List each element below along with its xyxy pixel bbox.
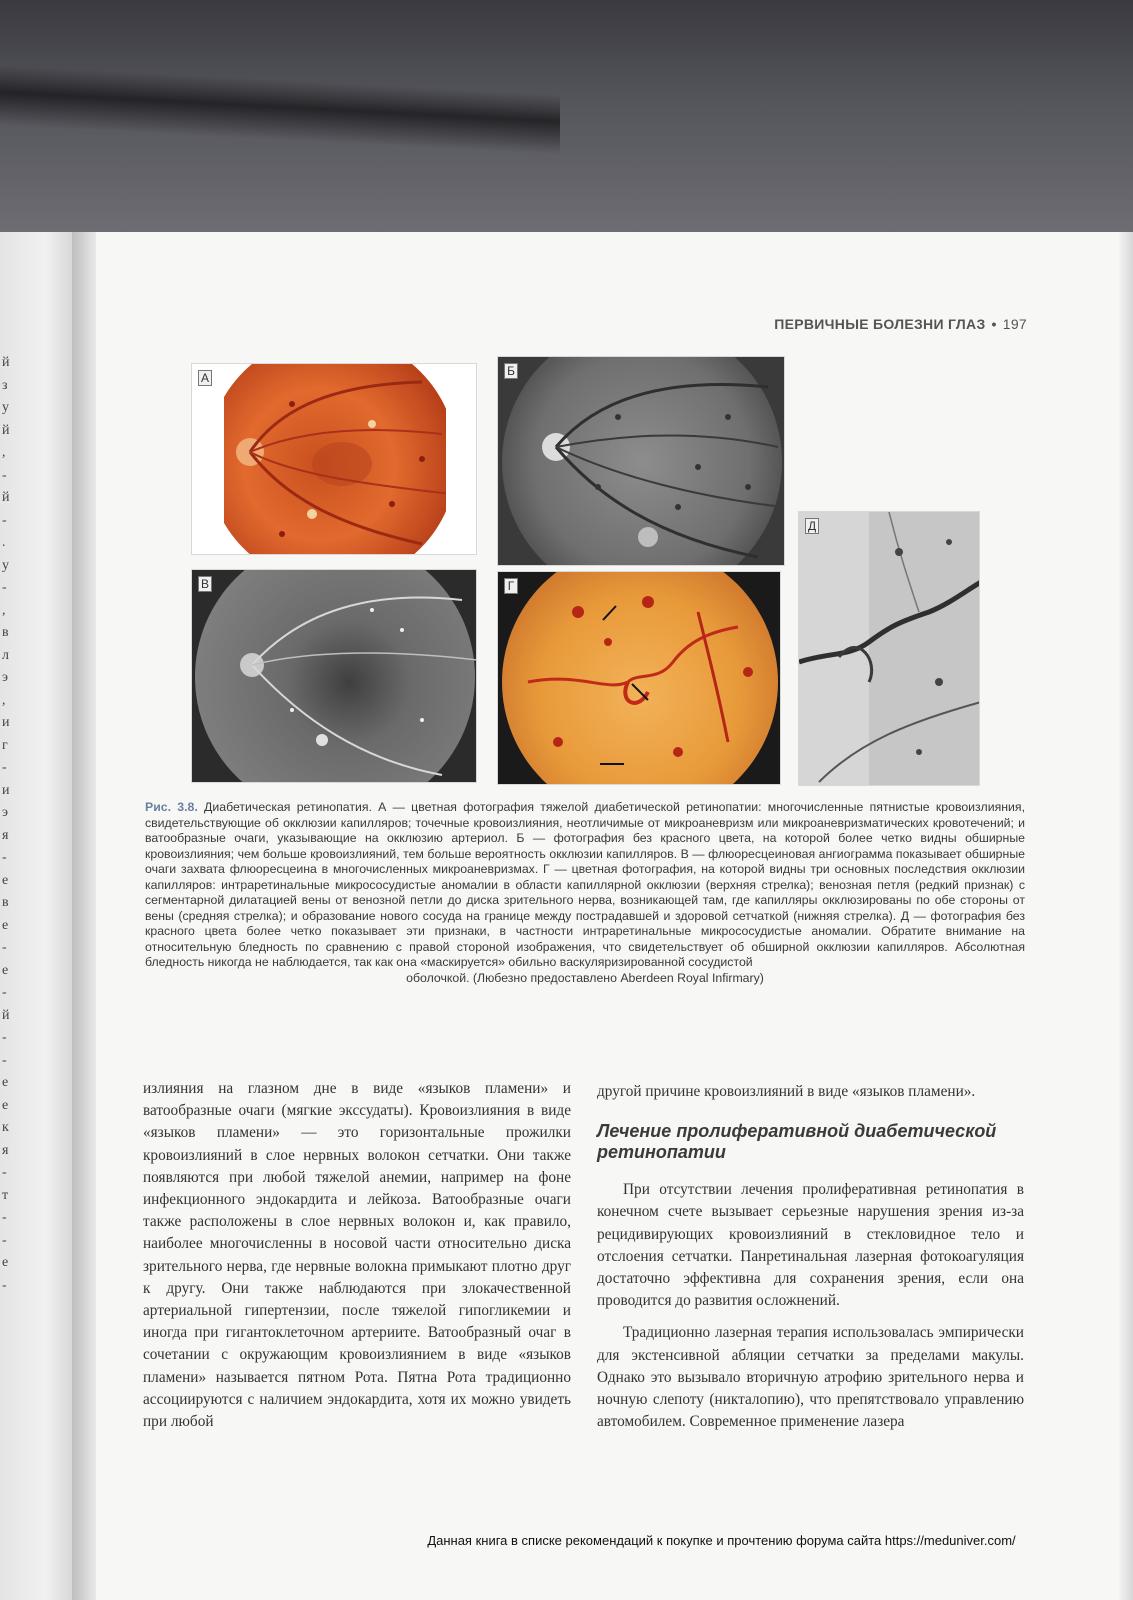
panel-label-c: В <box>198 576 212 592</box>
left-page-fragment: , <box>2 445 6 460</box>
left-page-fragment: . <box>2 535 6 550</box>
left-page-fragment: - <box>2 1277 7 1293</box>
left-page-fragment: - <box>2 1232 7 1248</box>
right-column <box>597 1081 1024 1433</box>
panel-label-e: Д <box>805 518 819 534</box>
footer-watermark-note: Данная книга в списке рекомендаций к покупке и прочтению форума сайта https://meduniver.com/ <box>427 1533 1016 1548</box>
fundus-image-a <box>192 364 477 555</box>
left-page-fragment: я <box>2 827 9 843</box>
left-page-fragment: - <box>2 1030 7 1045</box>
left-page-fragment: л <box>2 647 9 663</box>
paragraph-2: Традиционно лазерная терапия использовалась эмпирически для экстенсивной абляции сетчатки за пределами макулы. Однако это вызывало вторичную атрофию зрительного нерва и ночную слепоту (никталопию), что препятствовало управлению автомобилем. Современное применение лазера <box>597 1324 1024 1431</box>
left-page-fragment: - <box>2 512 7 528</box>
left-page-fragment: - <box>2 580 7 595</box>
fundus-image-c <box>192 570 477 783</box>
left-page-fragment: у <box>2 557 9 573</box>
figure-panel-c <box>191 569 477 783</box>
left-page-fragment: и <box>2 782 10 798</box>
caption-text: Диабетическая ретинопатия. А — цветная фотография тяжелой диабетической ретинопатии: многочисленные пятнистые кровоизлияния, свидетельствующие об окклюзии капилляров; точечные кровоизлияния, неотличимые от микроаневризм или микроаневризматических кровотечений; и ватообразные очаги, указывающие на окклюзию артериол. Б — фотография без красного цвета, на которой более четко видны обширные кровоизлияния; чем больше кровоизлияний, тем больше вероятность окклюзии капилляров. В — флюоресцеиновая ангиограмма показывает обширные очаги захвата флюоресцеина в многочисленных микроаневризмах. Г — цветная фотография, на которой видны три основных последствия окклюзии капилляров: интраретинальные микрососудистые аномалии в области капиллярной окклюзии (верхняя стрелка); венозная петля (редкий признак) с сегментарной дилатацией вены от венозной петли до диска зрительного нерва, возникающей там, где капилляры окклюзированы по обе стороны от вены (средняя стрелка); и образование нового сосуда на границе между пострадавшей и здоровой сетчаткой (нижняя стрелка). Д — фотография без красного цвета более четко показывает эти признаки, в частности интраретинальные микрососудистые аномалии. Обратите внимание на относительную бледность по сравнению с правой стороной изображения, что свидетельствует об обширной окклюзии капилляров. Абсолютная бледность никогда не наблюдается, так как она «маскируется» обильно васкуляризированной сосудистой <box>145 800 1025 969</box>
figure-caption <box>145 800 1025 986</box>
left-page-fragment: - <box>2 850 7 865</box>
panel-label-d: Г <box>504 578 518 594</box>
header-bullet: • <box>991 316 997 332</box>
fundus-image-e <box>799 512 980 786</box>
left-page-fragment: я <box>2 1142 9 1158</box>
running-header <box>774 316 1027 332</box>
left-page-fragment: к <box>2 1120 9 1135</box>
left-page-fragment: з <box>2 377 8 393</box>
left-page-fragment: у <box>2 400 9 415</box>
left-page-fragment: - <box>2 1210 7 1225</box>
left-page-fragment: - <box>2 760 7 775</box>
fundus-image-b <box>498 357 785 566</box>
left-page-fragment: в <box>2 625 9 640</box>
left-page-fragment: е <box>2 962 9 978</box>
left-page-fragment: е <box>2 1097 9 1113</box>
left-page-fragment: й <box>2 490 10 505</box>
left-page-fragments <box>2 352 22 1297</box>
left-column <box>143 1078 571 1433</box>
fundus-image-d <box>498 572 781 785</box>
left-page-fragment: и <box>2 715 10 730</box>
left-page-fragment: - <box>2 467 7 483</box>
caption-credit: оболочкой. (Любезно предоставлено Aberdeen Royal Infirmary) <box>406 970 764 985</box>
left-page-fragment: - <box>2 1165 7 1180</box>
left-page-fragment: - <box>2 985 7 1000</box>
left-page-fragment: э <box>2 670 9 685</box>
right-column-continuation: другой причине кровоизлияний в виде «языков пламени». <box>597 1083 976 1100</box>
left-page-fragment: , <box>2 692 6 708</box>
left-page-fragment: й <box>2 355 10 370</box>
scanner-lid-shadow <box>0 65 560 154</box>
figure-panel-b <box>497 356 785 566</box>
book-gutter <box>72 232 96 1600</box>
left-page-fragment: е <box>2 872 9 888</box>
panel-label-a: А <box>198 370 212 386</box>
left-page-fragment: е <box>2 1075 9 1090</box>
left-page-fragment: г <box>2 737 8 753</box>
section-heading: Лечение пролиферативной диабетической ретинопатии <box>597 1121 997 1163</box>
left-page-fragment: - <box>2 940 7 955</box>
figure-panel-a <box>191 363 477 555</box>
page-number: 197 <box>1002 316 1027 332</box>
left-page-fragment: й <box>2 1007 10 1023</box>
scanner-shadow <box>0 0 1133 232</box>
left-page-fragment: - <box>2 1052 7 1068</box>
figure-number: Рис. 3.8. <box>145 800 198 814</box>
figure-panel-e <box>798 511 980 786</box>
left-page-fragment: в <box>2 895 9 910</box>
figure-panel-d <box>497 571 781 785</box>
left-page-fragment: , <box>2 602 6 618</box>
left-page-fragment: е <box>2 1255 9 1270</box>
panel-label-b: Б <box>504 363 518 379</box>
paragraph-1: При отсутствии лечения пролиферативная ретинопатия в конечном счете вызывает серьезные нарушения зрения из-за рецидивирующих кровоизлияний в стекловидное тело и отслоения сетчатки. Панретинальная лазерная фотокоагуляция достаточно эффективна для сохранения зрения, если она проводится до развития осложнений. <box>597 1181 1024 1310</box>
section-title: ПЕРВИЧНЫЕ БОЛЕЗНИ ГЛАЗ <box>774 316 986 332</box>
left-column-text: излияния на глазном дне в виде «языков пламени» и ватообразные очаги (мягкие экссудаты). Кровоизлияния в виде «языков пламени» — это горизонтальные прожилки кровоизлияний в слое нервных волокон сетчатки. Они также появляются при любой тяжелой анемии, например на фоне инфекционного эндокардита и лейкоза. Ватообразные очаги также расположены в слое нервных волокон и, как правило, наиболее многочисленны в носовой части относительно диска зрительного нерва, где нервные волокна примыкают плотно друг к другу. Они также наблюдаются при злокачественной артериальной гипертензии, после тяжелой гипогликемии и иногда при гигантоклеточном артериите. Ватообразный очаг в сочетании с окружающим кровоизлиянием в виде «языков пламени» называется пятном Рота. Пятна Рота традиционно ассоциируются с наличием эндокардита, хотя их можно увидеть при любой <box>143 1080 571 1431</box>
right-page-edge <box>1119 232 1133 1600</box>
left-page-fragment: й <box>2 422 10 438</box>
left-page-fragment: т <box>2 1187 9 1203</box>
left-page-fragment: э <box>2 805 9 820</box>
left-page-fragment: е <box>2 917 9 933</box>
